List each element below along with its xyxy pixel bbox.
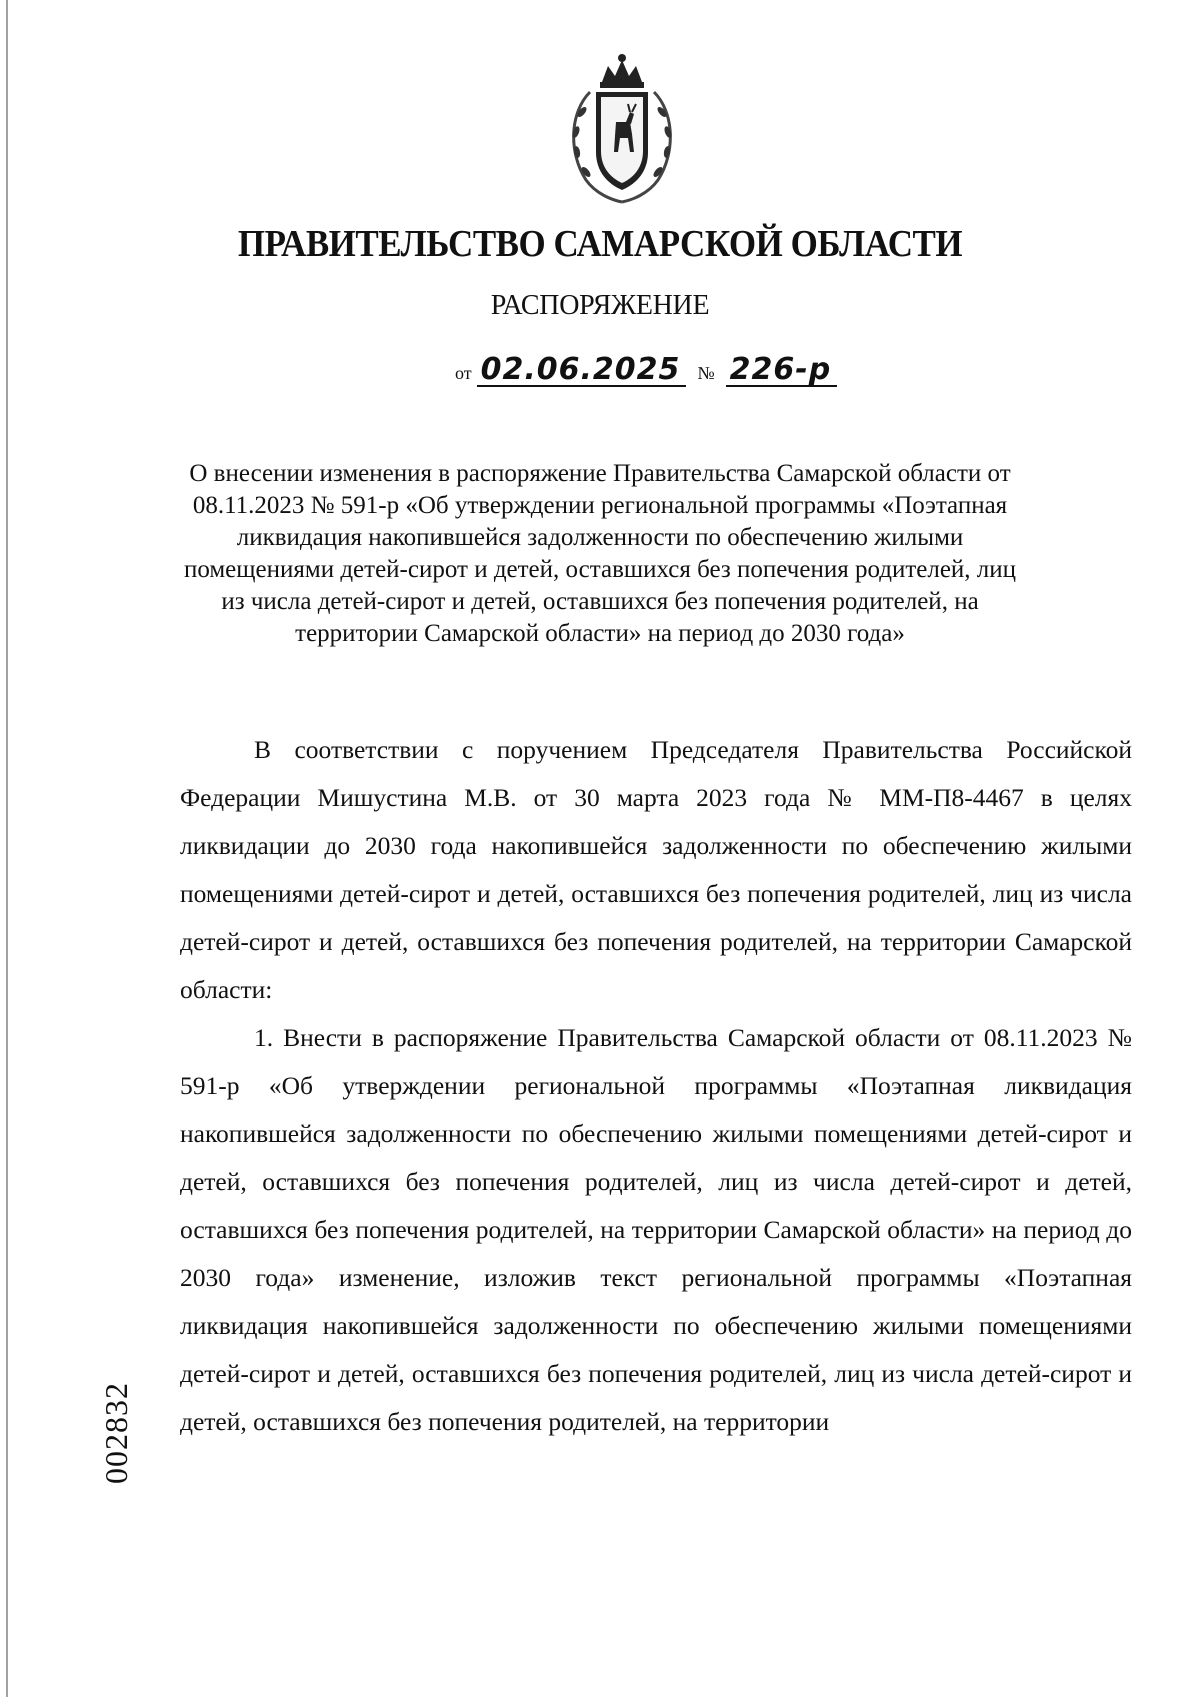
date-number-line [455, 352, 837, 387]
body-paragraph: 1. Внести в распоряжение Правительства Самарской области от 08.11.2023 № 591-р «Об утверждении региональной программы «Поэтапная ликвидация накопившейся задолженности по обеспечению жилыми помещениями детей-сирот и детей, оставшихся без попечения родителей, лиц из числа детей-сирот и детей, оставшихся без попечения родителей, на территории Самарской области» на период до 2030 года» изменение, изложив текст региональной программы «Поэтапная ликвидация накопившейся задолженности по обеспечению жилыми помещениями детей-сирот и детей, оставшихся без попечения родителей, лиц из числа детей-сирот и детей, оставшихся без попечения родителей, на территории [180, 1023, 1132, 1436]
page-edge-line [6, 0, 8, 1697]
document-subject: О внесении изменения в распоряжение Правительства Самарской области от 08.11.2023 № 591-р «Об утверждении региональной программы «Поэтапная ликвидация накопившейся задолженности по обеспечению жилыми помещениями детей-сирот и детей, оставшихся без попечения родителей, лиц из числа детей-сирот и детей, оставшихся без попечения родителей, на территории Самарской области» на период до 2030 года» [183, 460, 1017, 647]
document-date: 02.06.2025 [477, 355, 687, 387]
number-sign: № [697, 363, 715, 383]
document-number: 226-р [726, 355, 838, 387]
body-paragraph: В соответствии с поручением Председателя Правительства Российской Федерации Мишустина М.В. от 30 марта 2023 года № ММ-П8-4467 в целях ликвидации до 2030 года накопившейся задолженности по обеспечению жилыми помещениями детей-сирот и детей, оставшихся без попечения родителей, лиц из числа детей-сирот и детей, оставшихся без попечения родителей, на территории Самарской области: [180, 735, 1132, 1004]
document-type: РАСПОРЯЖЕНИЕ [490, 290, 710, 321]
date-prefix: от [455, 363, 472, 383]
side-registration-number: 002832 [98, 1382, 134, 1484]
government-title: ПРАВИТЕЛЬСТВО САМАРСКОЙ ОБЛАСТИ [237, 223, 963, 265]
samara-coat-of-arms-icon [560, 52, 684, 204]
document-body [180, 726, 1132, 1446]
